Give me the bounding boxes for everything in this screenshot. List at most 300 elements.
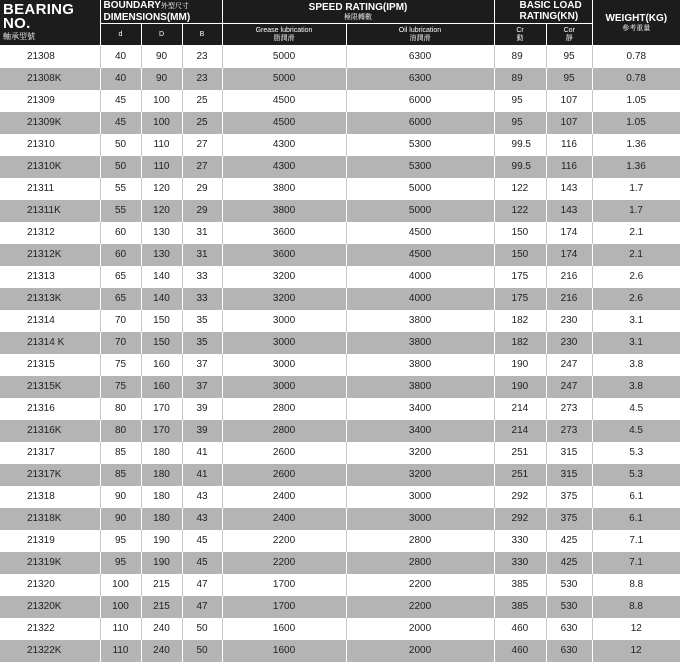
cell-weight: 1.7 — [592, 200, 680, 222]
cell-B: 47 — [182, 574, 222, 596]
cell-cor: 216 — [546, 266, 592, 288]
cell-D: 110 — [141, 134, 182, 156]
cell-B: 45 — [182, 552, 222, 574]
cell-cor: 143 — [546, 200, 592, 222]
cell-bearing-no: 21309K — [0, 112, 100, 134]
table-row — [0, 310, 680, 332]
cell-grease: 3000 — [222, 354, 346, 376]
cell-oil: 2000 — [346, 618, 494, 640]
cell-cr: 122 — [494, 178, 546, 200]
cell-d: 110 — [100, 640, 141, 662]
cell-weight: 1.7 — [592, 178, 680, 200]
cell-oil: 2800 — [346, 530, 494, 552]
header-weight — [592, 0, 680, 46]
cell-D: 150 — [141, 310, 182, 332]
cell-bearing-no: 21322 — [0, 618, 100, 640]
cell-grease: 2600 — [222, 442, 346, 464]
cell-bearing-no: 21316K — [0, 420, 100, 442]
cell-d: 80 — [100, 420, 141, 442]
subheader-D: D — [141, 24, 182, 46]
cell-weight: 2.6 — [592, 266, 680, 288]
cell-d: 65 — [100, 288, 141, 310]
cell-grease: 4500 — [222, 90, 346, 112]
header-load-line2: RATING(KN) — [519, 11, 579, 22]
cell-B: 27 — [182, 134, 222, 156]
cell-oil: 2000 — [346, 640, 494, 662]
cell-weight: 4.5 — [592, 420, 680, 442]
cell-cr: 385 — [494, 596, 546, 618]
cell-bearing-no: 21319 — [0, 530, 100, 552]
cell-D: 180 — [141, 442, 182, 464]
cell-D: 110 — [141, 156, 182, 178]
table-row — [0, 68, 680, 90]
cell-cor: 315 — [546, 464, 592, 486]
cell-grease: 4500 — [222, 112, 346, 134]
cell-d: 45 — [100, 90, 141, 112]
header-boundary-title: BOUNDARY — [103, 0, 161, 11]
cell-oil: 3000 — [346, 508, 494, 530]
cell-oil: 3800 — [346, 354, 494, 376]
cell-cr: 95 — [494, 112, 546, 134]
cell-d: 90 — [100, 486, 141, 508]
cell-D: 240 — [141, 618, 182, 640]
cell-cr: 89 — [494, 68, 546, 90]
cell-cor: 273 — [546, 420, 592, 442]
cell-grease: 2200 — [222, 530, 346, 552]
cell-d: 100 — [100, 596, 141, 618]
table-row — [0, 640, 680, 662]
cell-oil: 2800 — [346, 552, 494, 574]
table-row — [0, 178, 680, 200]
cell-cr: 292 — [494, 486, 546, 508]
cell-oil: 6300 — [346, 46, 494, 69]
cell-cor: 315 — [546, 442, 592, 464]
cell-B: 50 — [182, 640, 222, 662]
cell-cr: 99.5 — [494, 134, 546, 156]
cell-bearing-no: 21319K — [0, 552, 100, 574]
cell-D: 240 — [141, 640, 182, 662]
cell-cr: 251 — [494, 464, 546, 486]
cell-cr: 214 — [494, 420, 546, 442]
cell-cor: 375 — [546, 508, 592, 530]
cell-weight: 2.1 — [592, 222, 680, 244]
cell-D: 90 — [141, 46, 182, 69]
cell-cr: 150 — [494, 244, 546, 266]
cell-cor: 425 — [546, 552, 592, 574]
cell-cor: 230 — [546, 332, 592, 354]
table-row — [0, 618, 680, 640]
subheader-grease — [222, 24, 346, 46]
cell-cr: 182 — [494, 332, 546, 354]
cell-oil: 5000 — [346, 178, 494, 200]
cell-cr: 330 — [494, 552, 546, 574]
cell-B: 25 — [182, 112, 222, 134]
header-speed-cn: 極限轉數 — [344, 13, 373, 21]
cell-cr: 89 — [494, 46, 546, 69]
table-row — [0, 134, 680, 156]
table-row — [0, 530, 680, 552]
cell-oil: 5300 — [346, 156, 494, 178]
cell-d: 60 — [100, 222, 141, 244]
cell-bearing-no: 21310K — [0, 156, 100, 178]
cell-grease: 5000 — [222, 68, 346, 90]
cell-bearing-no: 21320 — [0, 574, 100, 596]
cell-cor: 174 — [546, 244, 592, 266]
subheader-B: B — [182, 24, 222, 46]
subheader-d: d — [100, 24, 141, 46]
cell-B: 29 — [182, 200, 222, 222]
cell-D: 90 — [141, 68, 182, 90]
cell-weight: 4.5 — [592, 398, 680, 420]
cell-weight: 5.3 — [592, 464, 680, 486]
header-speed-rating — [222, 0, 494, 24]
cell-bearing-no: 21308 — [0, 46, 100, 69]
table-row — [0, 596, 680, 618]
header-basic-load — [494, 0, 592, 24]
cell-cor: 425 — [546, 530, 592, 552]
cell-oil: 3200 — [346, 464, 494, 486]
cell-bearing-no: 21311 — [0, 178, 100, 200]
header-speed-title: SPEED RATING(IPM) — [308, 1, 408, 13]
cell-D: 170 — [141, 420, 182, 442]
cell-B: 27 — [182, 156, 222, 178]
cell-d: 70 — [100, 332, 141, 354]
cell-B: 31 — [182, 244, 222, 266]
header-boundary-line2: DIMENSIONS(MM) — [103, 12, 191, 23]
cell-cor: 247 — [546, 376, 592, 398]
table-row — [0, 266, 680, 288]
cell-bearing-no: 21309 — [0, 90, 100, 112]
table-row — [0, 332, 680, 354]
cell-bearing-no: 21318K — [0, 508, 100, 530]
cell-bearing-no: 21315K — [0, 376, 100, 398]
table-row — [0, 508, 680, 530]
cell-grease: 3600 — [222, 222, 346, 244]
cell-cr: 190 — [494, 354, 546, 376]
cell-B: 39 — [182, 420, 222, 442]
cell-weight: 6.1 — [592, 486, 680, 508]
cell-B: 35 — [182, 310, 222, 332]
table-row — [0, 398, 680, 420]
cell-d: 85 — [100, 464, 141, 486]
cell-D: 160 — [141, 376, 182, 398]
cell-oil: 5300 — [346, 134, 494, 156]
cell-bearing-no: 21322K — [0, 640, 100, 662]
cell-oil: 3400 — [346, 398, 494, 420]
cell-cor: 273 — [546, 398, 592, 420]
cell-grease: 1600 — [222, 618, 346, 640]
cell-weight: 1.05 — [592, 112, 680, 134]
subheader-oil-cn: 油潤滑 — [409, 34, 431, 42]
cell-D: 140 — [141, 266, 182, 288]
cell-grease: 3000 — [222, 332, 346, 354]
cell-oil: 2200 — [346, 574, 494, 596]
subheader-oil-label: Oil lubrication — [398, 26, 442, 34]
cell-grease: 2400 — [222, 486, 346, 508]
cell-B: 43 — [182, 508, 222, 530]
cell-cr: 214 — [494, 398, 546, 420]
cell-weight: 6.1 — [592, 508, 680, 530]
cell-oil: 4000 — [346, 288, 494, 310]
cell-oil: 3200 — [346, 442, 494, 464]
cell-oil: 6000 — [346, 90, 494, 112]
subheader-grease-label: Grease lubrication — [255, 26, 313, 34]
cell-oil: 6300 — [346, 68, 494, 90]
cell-oil: 5000 — [346, 200, 494, 222]
table-row — [0, 486, 680, 508]
cell-bearing-no: 21311K — [0, 200, 100, 222]
cell-weight: 2.1 — [592, 244, 680, 266]
table-row — [0, 244, 680, 266]
table-row — [0, 376, 680, 398]
cell-d: 85 — [100, 442, 141, 464]
cell-grease: 5000 — [222, 46, 346, 69]
cell-grease: 2800 — [222, 420, 346, 442]
cell-B: 23 — [182, 68, 222, 90]
cell-d: 65 — [100, 266, 141, 288]
cell-d: 95 — [100, 530, 141, 552]
cell-cr: 182 — [494, 310, 546, 332]
cell-weight: 2.6 — [592, 288, 680, 310]
cell-d: 70 — [100, 310, 141, 332]
subheader-cor — [546, 24, 592, 46]
header-boundary — [100, 0, 222, 24]
cell-grease: 2800 — [222, 398, 346, 420]
cell-cor: 174 — [546, 222, 592, 244]
cell-grease: 3600 — [222, 244, 346, 266]
cell-weight: 1.36 — [592, 156, 680, 178]
cell-grease: 3000 — [222, 310, 346, 332]
cell-D: 180 — [141, 486, 182, 508]
cell-d: 95 — [100, 552, 141, 574]
table-row — [0, 156, 680, 178]
header-weight-title: WEIGHT(KG) — [605, 12, 668, 24]
cell-cr: 292 — [494, 508, 546, 530]
subheader-grease-cn: 脂潤滑 — [273, 34, 295, 42]
cell-B: 45 — [182, 530, 222, 552]
cell-weight: 1.05 — [592, 90, 680, 112]
subheader-cor-label: Cor — [563, 26, 575, 34]
cell-cr: 385 — [494, 574, 546, 596]
table-row — [0, 552, 680, 574]
cell-d: 80 — [100, 398, 141, 420]
cell-oil: 3800 — [346, 310, 494, 332]
cell-cor: 630 — [546, 640, 592, 662]
subheader-cr — [494, 24, 546, 46]
cell-cr: 175 — [494, 266, 546, 288]
cell-weight: 3.1 — [592, 310, 680, 332]
cell-B: 29 — [182, 178, 222, 200]
cell-B: 39 — [182, 398, 222, 420]
cell-B: 50 — [182, 618, 222, 640]
cell-cor: 116 — [546, 134, 592, 156]
cell-d: 100 — [100, 574, 141, 596]
cell-oil: 3000 — [346, 486, 494, 508]
table-row — [0, 574, 680, 596]
table-row — [0, 442, 680, 464]
table-row — [0, 420, 680, 442]
cell-bearing-no: 21315 — [0, 354, 100, 376]
cell-D: 180 — [141, 508, 182, 530]
cell-D: 190 — [141, 530, 182, 552]
cell-oil: 3400 — [346, 420, 494, 442]
cell-bearing-no: 21312 — [0, 222, 100, 244]
cell-oil: 3800 — [346, 332, 494, 354]
cell-D: 215 — [141, 596, 182, 618]
cell-weight: 8.8 — [592, 596, 680, 618]
cell-cor: 630 — [546, 618, 592, 640]
cell-d: 40 — [100, 46, 141, 69]
cell-B: 23 — [182, 46, 222, 69]
cell-D: 190 — [141, 552, 182, 574]
cell-weight: 1.36 — [592, 134, 680, 156]
cell-weight: 0.78 — [592, 68, 680, 90]
header-boundary-line1 — [104, 1, 222, 12]
cell-cr: 460 — [494, 618, 546, 640]
cell-B: 35 — [182, 332, 222, 354]
cell-bearing-no: 21316 — [0, 398, 100, 420]
cell-weight: 7.1 — [592, 530, 680, 552]
cell-cor: 95 — [546, 68, 592, 90]
cell-D: 120 — [141, 178, 182, 200]
cell-oil: 3800 — [346, 376, 494, 398]
table-row — [0, 46, 680, 69]
cell-grease: 2600 — [222, 464, 346, 486]
cell-d: 75 — [100, 354, 141, 376]
cell-grease: 3200 — [222, 266, 346, 288]
cell-d: 90 — [100, 508, 141, 530]
header-bearing-line2: NO. — [3, 15, 31, 32]
cell-bearing-no: 21312K — [0, 244, 100, 266]
cell-weight: 8.8 — [592, 574, 680, 596]
cell-cr: 251 — [494, 442, 546, 464]
cell-grease: 3800 — [222, 178, 346, 200]
header-boundary-cn: 外型尺寸 — [160, 3, 189, 10]
header-bearing-line1: BEARING — [3, 1, 75, 18]
cell-bearing-no: 21320K — [0, 596, 100, 618]
cell-grease: 1700 — [222, 574, 346, 596]
cell-cr: 99.5 — [494, 156, 546, 178]
cell-D: 100 — [141, 112, 182, 134]
header-load-line1: BASIC LOAD — [519, 0, 582, 11]
cell-bearing-no: 21314 — [0, 310, 100, 332]
cell-cor: 530 — [546, 574, 592, 596]
cell-B: 41 — [182, 442, 222, 464]
cell-grease: 4300 — [222, 134, 346, 156]
cell-bearing-no: 21317 — [0, 442, 100, 464]
cell-d: 60 — [100, 244, 141, 266]
subheader-cr-label: Cr — [516, 26, 524, 34]
cell-bearing-no: 21317K — [0, 464, 100, 486]
cell-D: 150 — [141, 332, 182, 354]
cell-cor: 107 — [546, 90, 592, 112]
table-row — [0, 222, 680, 244]
cell-d: 50 — [100, 134, 141, 156]
cell-B: 31 — [182, 222, 222, 244]
cell-d: 50 — [100, 156, 141, 178]
table-row — [0, 288, 680, 310]
cell-grease: 4300 — [222, 156, 346, 178]
cell-cor: 116 — [546, 156, 592, 178]
cell-D: 130 — [141, 222, 182, 244]
cell-cr: 175 — [494, 288, 546, 310]
table-row — [0, 354, 680, 376]
cell-B: 37 — [182, 376, 222, 398]
cell-weight: 12 — [592, 640, 680, 662]
cell-oil: 6000 — [346, 112, 494, 134]
table-row — [0, 112, 680, 134]
cell-cor: 530 — [546, 596, 592, 618]
header-weight-cn: 參考重量 — [622, 24, 651, 32]
cell-grease: 2400 — [222, 508, 346, 530]
cell-grease: 1700 — [222, 596, 346, 618]
cell-D: 100 — [141, 90, 182, 112]
cell-d: 110 — [100, 618, 141, 640]
cell-B: 33 — [182, 266, 222, 288]
subheader-oil — [346, 24, 494, 46]
cell-D: 130 — [141, 244, 182, 266]
cell-cor: 143 — [546, 178, 592, 200]
table-body — [0, 46, 680, 663]
cell-D: 140 — [141, 288, 182, 310]
header-bearing-no — [0, 0, 100, 46]
cell-weight: 3.1 — [592, 332, 680, 354]
cell-D: 170 — [141, 398, 182, 420]
subheader-cor-cn: 靜 — [565, 34, 573, 42]
cell-grease: 2200 — [222, 552, 346, 574]
cell-cor: 230 — [546, 310, 592, 332]
cell-bearing-no: 21313K — [0, 288, 100, 310]
cell-oil: 4000 — [346, 266, 494, 288]
cell-bearing-no: 21314 K — [0, 332, 100, 354]
cell-D: 160 — [141, 354, 182, 376]
cell-weight: 7.1 — [592, 552, 680, 574]
cell-D: 215 — [141, 574, 182, 596]
cell-bearing-no: 21308K — [0, 68, 100, 90]
cell-cr: 95 — [494, 90, 546, 112]
cell-cor: 95 — [546, 46, 592, 69]
cell-cor: 247 — [546, 354, 592, 376]
cell-weight: 3.8 — [592, 376, 680, 398]
cell-weight: 3.8 — [592, 354, 680, 376]
cell-weight: 5.3 — [592, 442, 680, 464]
cell-cor: 216 — [546, 288, 592, 310]
cell-B: 41 — [182, 464, 222, 486]
cell-d: 40 — [100, 68, 141, 90]
table-row — [0, 200, 680, 222]
cell-d: 45 — [100, 112, 141, 134]
cell-oil: 2200 — [346, 596, 494, 618]
cell-d: 55 — [100, 200, 141, 222]
cell-grease: 3800 — [222, 200, 346, 222]
cell-B: 47 — [182, 596, 222, 618]
header-bearing-cn: 軸承型號 — [3, 32, 35, 41]
cell-cor: 107 — [546, 112, 592, 134]
subheader-cr-cn: 動 — [516, 34, 524, 42]
cell-grease: 3000 — [222, 376, 346, 398]
cell-oil: 4500 — [346, 222, 494, 244]
cell-grease: 1600 — [222, 640, 346, 662]
cell-bearing-no: 21310 — [0, 134, 100, 156]
cell-d: 55 — [100, 178, 141, 200]
cell-B: 25 — [182, 90, 222, 112]
cell-cr: 330 — [494, 530, 546, 552]
cell-grease: 3200 — [222, 288, 346, 310]
cell-B: 37 — [182, 354, 222, 376]
cell-weight: 0.78 — [592, 46, 680, 69]
cell-cr: 190 — [494, 376, 546, 398]
cell-B: 33 — [182, 288, 222, 310]
